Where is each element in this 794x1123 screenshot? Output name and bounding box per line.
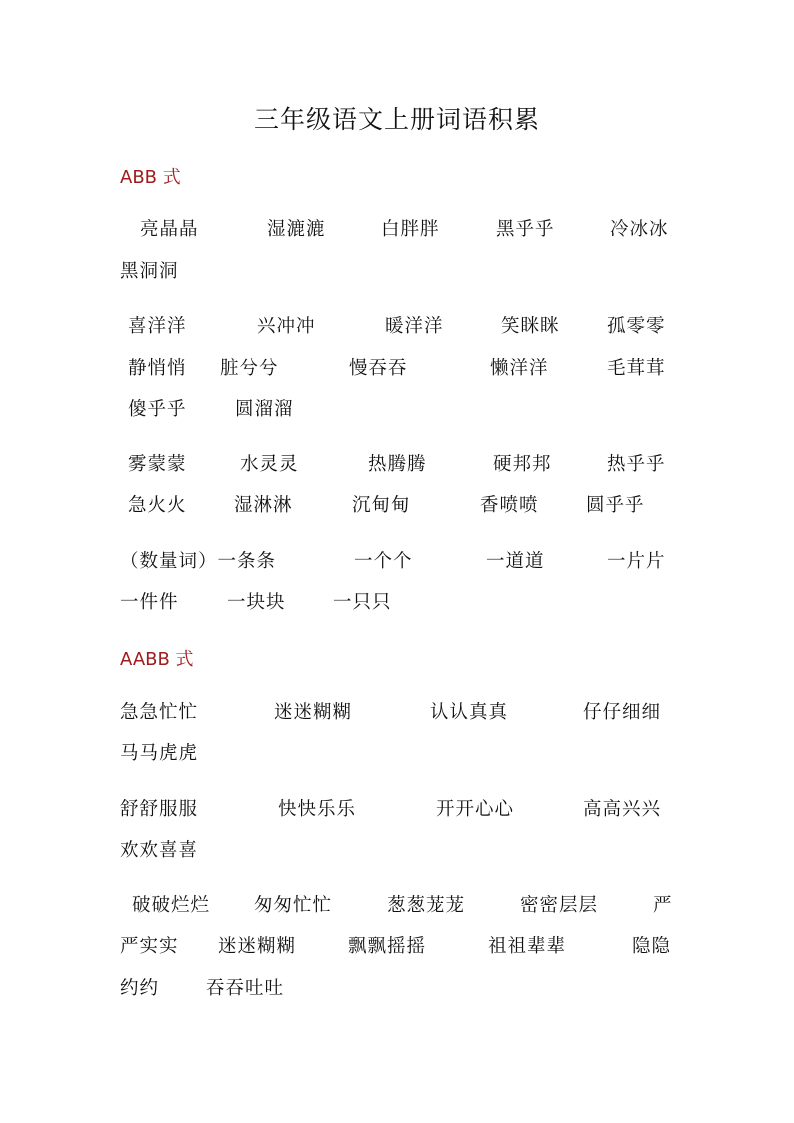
word: 一道道	[486, 551, 545, 572]
word: 急急忙忙	[120, 702, 199, 723]
word: 慢吞吞	[349, 358, 408, 379]
word: 湿漉漉	[267, 219, 326, 240]
word: 黑乎乎	[496, 219, 555, 240]
word: 一块块	[227, 592, 286, 613]
word: 欢欢喜喜	[120, 840, 199, 861]
word: 舒舒服服	[120, 799, 199, 820]
word-line	[120, 795, 676, 823]
word: 亮晶晶	[140, 219, 199, 240]
word: 隐隐	[632, 936, 672, 957]
word: 沉甸甸	[352, 495, 411, 516]
word: 一只只	[333, 592, 392, 613]
word-line	[120, 836, 676, 864]
word: 懒洋洋	[490, 358, 549, 379]
word: 热腾腾	[368, 454, 427, 475]
word: 兴冲冲	[257, 316, 316, 337]
word: 快快乐乐	[278, 799, 357, 820]
word: 脏兮兮	[220, 358, 279, 379]
word: 祖祖辈辈	[488, 936, 567, 957]
word: 一片片	[607, 551, 666, 572]
word-line	[120, 395, 676, 423]
word: 冷冰冰	[610, 219, 669, 240]
word: 一个个	[354, 551, 413, 572]
word: 孤零零	[607, 316, 666, 337]
word-line	[120, 891, 676, 919]
word-line	[120, 354, 676, 382]
word: 马马虎虎	[120, 743, 199, 764]
word: 暖洋洋	[385, 316, 444, 337]
word: 匆匆忙忙	[254, 895, 333, 916]
word: 圆溜溜	[235, 399, 294, 420]
word: 喜洋洋	[128, 316, 187, 337]
word: 约约	[120, 978, 160, 999]
word: 严	[653, 895, 673, 916]
word: 毛茸茸	[607, 358, 666, 379]
word-line	[120, 547, 676, 575]
word: 黑洞洞	[120, 261, 179, 282]
word: 硬邦邦	[493, 454, 552, 475]
word: 傻乎乎	[128, 399, 187, 420]
word: 葱葱茏茏	[387, 895, 466, 916]
page-title: 三年级语文上册词语积累	[253, 105, 540, 134]
word-line	[120, 974, 676, 1002]
section-heading-aabb: AABB 式	[120, 649, 194, 670]
word: 水灵灵	[240, 454, 299, 475]
word-line	[120, 450, 676, 478]
word: 迷迷糊糊	[274, 702, 353, 723]
word: 高高兴兴	[583, 799, 662, 820]
word: 严实实	[120, 936, 179, 957]
word: （数量词）一条条	[120, 551, 277, 572]
word: 急火火	[128, 495, 187, 516]
word-line	[120, 698, 676, 726]
word: 湿淋淋	[234, 495, 293, 516]
word: 雾蒙蒙	[128, 454, 187, 475]
word: 飘飘摇摇	[348, 936, 427, 957]
word: 仔仔细细	[583, 702, 662, 723]
word-line	[120, 215, 676, 243]
word-line	[120, 588, 676, 616]
section-heading-abb: ABB 式	[120, 167, 181, 188]
word: 一件件	[120, 592, 179, 613]
word: 圆乎乎	[586, 495, 645, 516]
word-line	[120, 491, 676, 519]
word-line	[120, 739, 676, 767]
word: 笑眯眯	[501, 316, 560, 337]
word: 静悄悄	[128, 358, 187, 379]
word: 迷迷糊糊	[218, 936, 297, 957]
word: 吞吞吐吐	[206, 978, 285, 999]
word: 密密层层	[520, 895, 599, 916]
word: 认认真真	[430, 702, 509, 723]
word: 开开心心	[436, 799, 515, 820]
word-line	[120, 932, 676, 960]
word-line	[120, 312, 676, 340]
word: 香喷喷	[480, 495, 539, 516]
word: 热乎乎	[607, 454, 666, 475]
word: 破破烂烂	[132, 895, 211, 916]
word: 白胖胖	[381, 219, 440, 240]
word-line	[120, 257, 676, 285]
